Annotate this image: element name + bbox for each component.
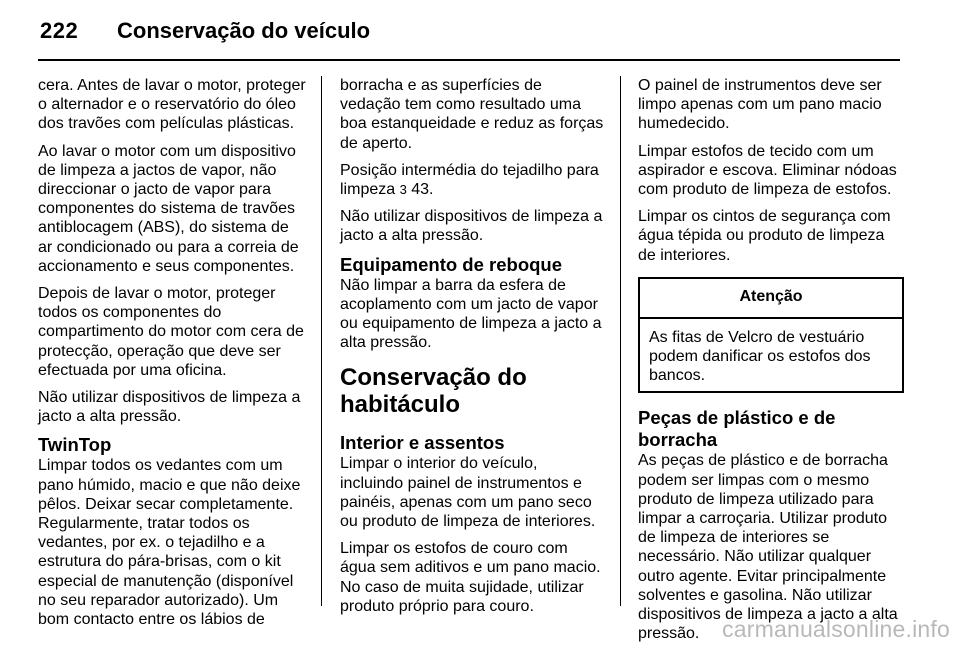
page-number: 222 <box>40 18 79 43</box>
column-1 <box>38 76 306 637</box>
paragraph: borracha e as superfícies de vedação tem como resultado uma boa estanqueidade e reduz as forças de aperto. <box>340 77 604 152</box>
paragraph: Limpar o interior do veículo, incluindo painel de instrumentos e painéis, apenas com um pano seco ou produto de limpeza de interiores. <box>340 455 596 531</box>
watermark: carmanualsonline.info <box>722 616 950 642</box>
heading-plastic-rubber-parts: Peças de plástico e de borracha <box>638 407 836 451</box>
paragraph: Limpar os estofos de couro com água sem aditivos e um pano macio. No caso de muita sujidade, utilizar produto próprio para couro. <box>340 540 601 615</box>
paragraph: Não utilizar dispositivos de limpeza a jacto a alta pressão. <box>340 208 603 245</box>
paragraph-with-reference <box>340 161 605 199</box>
column-divider-2 <box>620 76 621 606</box>
heading-interior-seats: Interior e assentos <box>340 432 505 454</box>
paragraph: cera. Antes de lavar o motor, proteger o alternador e o reservatório do óleo dos travões com películas plásticas. <box>38 77 306 133</box>
paragraph: Limpar todos os vedantes com um pano húmido, macio e que não deixe pêlos. Deixar secar completamente. Regularmente, tratar todos os vedantes, por ex. o tejadilho e a estrutura do pára-brisas, com o kit especial de manutenção (disponível no seu reparador autorizado). Um bom contacto entre os lábios de <box>38 457 301 629</box>
attention-text: As fitas de Velcro de vestuário podem danificar os estofos dos bancos. <box>649 328 871 385</box>
paragraph: Ao lavar o motor com um dispositivo de limpeza a jactos de vapor, não direccionar o jacto de vapor para componentes do sistema de travões antiblocagem (ABS), do sistema de ar condicionado ou para a correia de accionamento e seus componentes. <box>38 142 299 275</box>
header-rule <box>38 59 900 61</box>
paragraph: O painel de instrumentos deve ser limpo apenas com um pano macio humedecido. <box>638 77 882 133</box>
page-reference[interactable]: 43. <box>406 181 434 199</box>
paragraph: As peças de plástico e de borracha podem ser limpas com o mesmo produto de limpeza utilizado para limpar a carroçaria. Utilizar produto de limpeza de interiores se necessário. Não utilizar qualquer outro agente. Evitar principalmente solventes e gasolina. Não utilizar dispositivos de limpeza a jacto a alta pressão. <box>638 452 898 643</box>
paragraph: Limpar os cintos de segurança com água tépida ou produto de limpeza de interiores. <box>638 208 891 264</box>
heading-towing-equipment: Equipamento de reboque <box>340 253 563 275</box>
paragraph: Depois de lavar o motor, proteger todos os componentes do compartimento do motor com cera de protecção, operação que deve ser efectuada por uma oficina. <box>38 285 304 379</box>
attention-title: Atenção <box>640 279 902 319</box>
column-divider-1 <box>321 76 322 606</box>
column-3 <box>638 76 903 651</box>
heading-twintop: TwinTop <box>38 434 112 456</box>
section-heading: Conservação do habitáculo <box>340 364 527 419</box>
page-reference-arrow-icon: 3 <box>399 182 407 198</box>
paragraph: Limpar estofos de tecido com um aspirador e escova. Eliminar nódoas com produto de limpeza de estofos. <box>638 142 897 199</box>
attention-box <box>638 277 904 394</box>
paragraph-text: Posição intermédia do tejadilho para limpeza <box>340 161 599 199</box>
page-title: Conservação do veículo <box>117 18 371 43</box>
column-2 <box>340 76 605 624</box>
paragraph: Não limpar a barra da esfera de acoplamento com um jacto de vapor ou equipamento de limpeza a jacto a alta pressão. <box>340 276 602 352</box>
paragraph: Não utilizar dispositivos de limpeza a jacto a alta pressão. <box>38 389 301 426</box>
